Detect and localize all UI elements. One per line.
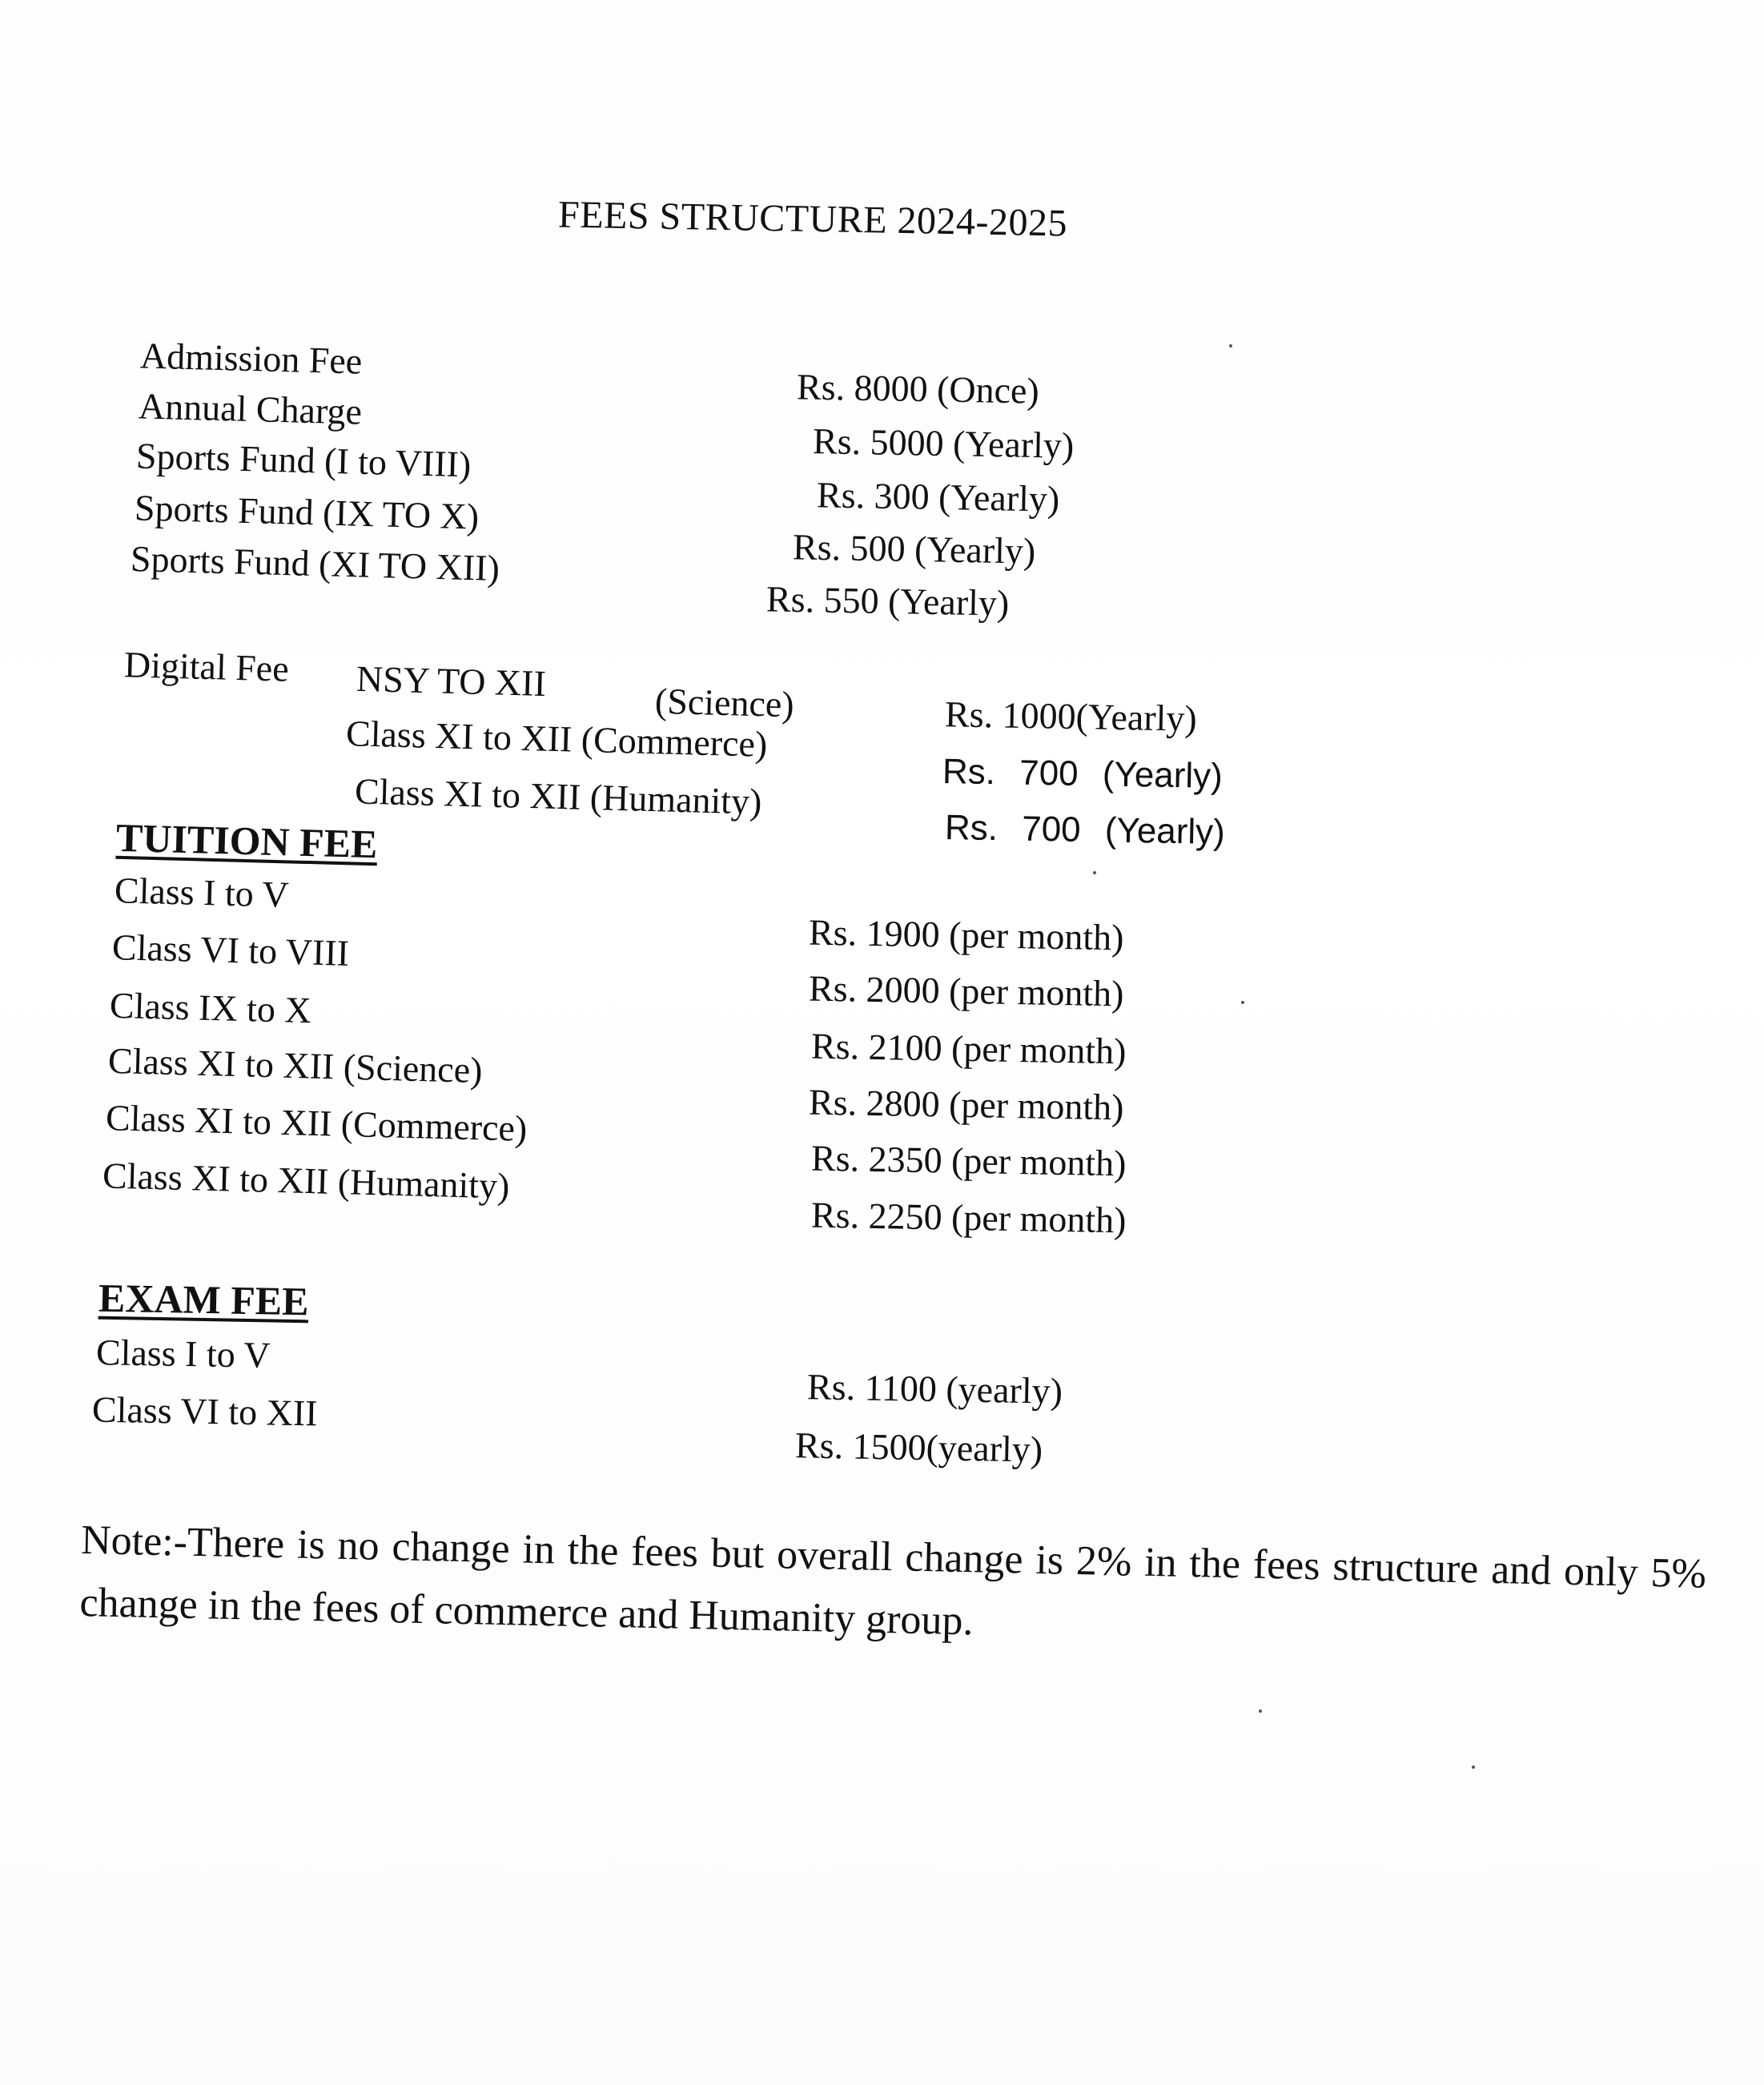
fee-label-sports-i-viii: Sports Fund (I to VIII) [135, 435, 472, 485]
tuition-amount-humanity: Rs. 2250 (per month) [810, 1194, 1127, 1241]
digital-fee-class-nsy-xii: NSY TO XII [356, 657, 547, 705]
digital-fee-amount-science [944, 693, 1198, 739]
page-title: FEES STRUCTURE 2024-2025 [557, 193, 1068, 245]
exam-amount-vi-xii: Rs. 1500(yearly) [794, 1424, 1043, 1470]
digital-fee-class-commerce: Class XI to XII (Commerce) [345, 713, 768, 765]
digital-fee-amount-humanity [944, 807, 1226, 853]
digital-fee-amount-science-value: 1000(Yearly) [1002, 694, 1198, 739]
fee-label-annual: Annual Charge [138, 385, 363, 432]
scan-speck [1472, 1766, 1475, 1769]
tuition-amount-science: Rs. 2800 (per month) [808, 1081, 1124, 1128]
digital-fee-amount-commerce-value: 700 (Yearly) [1019, 753, 1224, 797]
scan-speck [1093, 871, 1096, 874]
exam-label-vi-xii: Class VI to XII [91, 1388, 318, 1434]
fee-amount-sports-xi-xii: Rs. 550 (Yearly) [765, 578, 1010, 624]
note-paragraph: Note:-There is no change in the fees but overall change is 2% in the fees structure and only 5% change in the fees of commerce and Humanity group. [78, 1517, 1707, 1645]
digital-fee-amount-commerce-prefix: Rs. [942, 751, 996, 793]
fee-label-sports-xi-xii: Sports Fund (XI TO XII) [130, 537, 500, 589]
fee-label-sports-ix-x: Sports Fund (IX TO X) [134, 487, 480, 537]
tuition-label-science: Class XI to XII (Science) [107, 1039, 484, 1091]
digital-fee-amount-humanity-value: 700 (Yearly) [1021, 809, 1226, 853]
exam-fee-heading: EXAM FEE [98, 1275, 309, 1324]
fee-amount-admission: Rs. 8000 (Once) [796, 366, 1040, 412]
tuition-label-commerce: Class XI to XII (Commerce) [105, 1097, 528, 1149]
digital-fee-amount-humanity-prefix: Rs. [944, 807, 999, 849]
tuition-amount-commerce: Rs. 2350 (per month) [810, 1137, 1127, 1184]
digital-fee-stream-science: (Science) [654, 680, 795, 725]
fee-amount-sports-ix-x: Rs. 500 (Yearly) [792, 526, 1036, 572]
tuition-fee-heading: TUITION FEE [115, 814, 379, 867]
tuition-label-humanity: Class XI to XII (Humanity) [102, 1155, 511, 1207]
tuition-label-i-v: Class I to V [114, 870, 290, 915]
digital-fee-label: Digital Fee [123, 644, 290, 689]
fee-amount-sports-i-viii: Rs. 300 (Yearly) [816, 474, 1060, 520]
fee-amount-annual: Rs. 5000 (Yearly) [812, 420, 1075, 466]
exam-label-i-v: Class I to V [95, 1332, 271, 1376]
fee-label-admission: Admission Fee [139, 335, 363, 382]
digital-fee-amount-commerce [942, 751, 1224, 797]
scan-speck [1241, 1001, 1244, 1004]
tuition-amount-vi-viii: Rs. 2000 (per month) [808, 967, 1124, 1014]
exam-amount-i-v: Rs. 1100 (yearly) [806, 1366, 1063, 1412]
scan-speck [1259, 1709, 1262, 1713]
scan-speck [1229, 344, 1232, 348]
digital-fee-amount-science-prefix: Rs. [944, 693, 994, 736]
tuition-label-ix-x: Class IX to X [109, 984, 312, 1031]
digital-fee-class-humanity: Class XI to XII (Humanity) [354, 770, 763, 822]
tuition-label-vi-viii: Class VI to VIII [111, 926, 350, 974]
tuition-amount-i-v: Rs. 1900 (per month) [808, 911, 1124, 958]
tuition-amount-ix-x: Rs. 2100 (per month) [810, 1025, 1127, 1072]
